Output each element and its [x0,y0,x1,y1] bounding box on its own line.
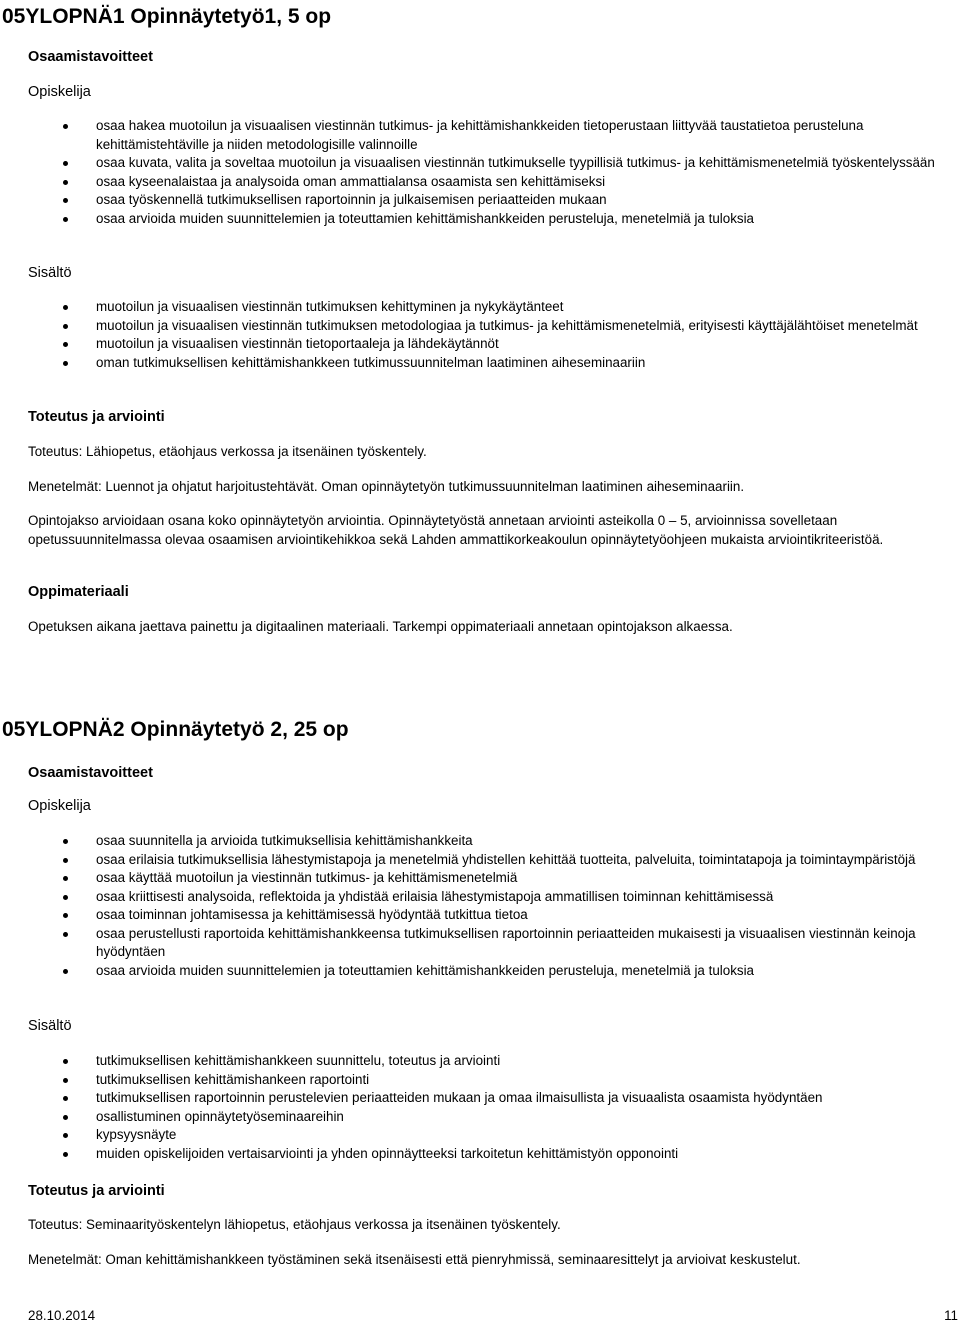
list-item: osaa työskennellä tutkimuksellisen raportoinnin ja julkaisemisen periaatteiden mukaan [0,191,960,210]
list-item: osaa toiminnan johtamisessa ja kehittämisessä hyödyntää tutkittua tietoa [0,906,960,925]
list-item: osallistuminen opinnäytetyöseminaareihin [0,1108,960,1127]
implementation-heading: Toteutus ja arviointi [28,409,165,425]
methods-text: Menetelmät: Oman kehittämishankkeen työstäminen sekä itsenäisesti että pienryhmissä, seminaaresittelyt ja arvioivat keskustelut. [28,1252,801,1267]
list-item: osaa kuvata, valita ja soveltaa muotoilun ja visuaalisen viestinnän tutkimukselle tyypillisiä tutkimus- ja kehittämismenetelmiä työskentelyssään [0,154,960,173]
page-number: 11 [944,1308,958,1323]
list-item: osaa suunnitella ja arvioida tutkimuksellisia kehittämishankkeita [0,832,960,851]
list-item: oman tutkimuksellisen kehittämishankkeen tutkimussuunnitelman laatiminen aiheseminaariin [0,354,960,373]
implementation-text: Toteutus: Seminaarityöskentelyn lähiopetus, etäohjaus verkossa ja itsenäinen työskentely. [28,1217,561,1232]
goals-list [0,117,960,228]
content-list [0,1052,960,1163]
list-item: muotoilun ja visuaalisen viestinnän tietoportaaleja ja lähdekäytännöt [0,335,960,354]
list-item: muiden opiskelijoiden vertaisarviointi ja yhden opinnäytteeksi tarkoitetun kehittämistyön opponointi [0,1145,960,1164]
list-item: osaa kriittisesti analysoida, reflektoida ja yhdistää erilaisia lähestymistapoja ammatillisen toiminnan kehittämisessä [0,888,960,907]
list-item: tutkimuksellisen kehittämishankeen raportointi [0,1071,960,1090]
list-item: osaa erilaisia tutkimuksellisia lähestymistapoja ja menetelmiä yhdistellen kehittää tuotteita, palveluita, toimintatapoja ja toimintaympäristöjä [0,851,960,870]
course-section-1 [0,0,960,634]
course-section-2 [0,716,960,1267]
list-item: osaa kyseenalaistaa ja analysoida oman ammattialansa osaamista sen kehittämiseksi [0,173,960,192]
footer-date: 28.10.2014 [28,1308,96,1323]
list-item: tutkimuksellisen raportoinnin perustelevien periaatteiden mukaan ja omaa ilmaisullista ja visuaalista osaamista hyödyntäen [0,1089,960,1108]
material-text: Opetuksen aikana jaettava painettu ja digitaalinen materiaali. Tarkempi oppimateriaali annetaan opintojakson alkaessa. [28,619,733,634]
course-title: 05YLOPNÄ1 Opinnäytetyö1, 5 op [2,5,332,28]
content-heading: Sisältö [28,265,72,281]
assessment-text: Opintojakso arvioidaan osana koko opinnäytetyön arviointia. Opinnäytetyöstä annetaan arviointi asteikolla 0 – 5, arvioinnissa sovelletaan opetussuunnitelmassa olevaa osaamisen arviointikehikkoa sekä Lahden ammattikorkeakoulun opinnäytetyöohjeen mukaista arviointikriteeristöä. [28,513,884,547]
list-item: osaa arvioida muiden suunnittelemien ja toteuttamien kehittämishankkeiden perusteluja, menetelmiä ja tuloksia [0,210,960,229]
content-heading: Sisältö [28,1018,72,1034]
list-item: osaa arvioida muiden suunnittelemien ja toteuttamien kehittämishankkeiden perusteluja, menetelmiä ja tuloksia [0,962,960,981]
goals-heading: Osaamistavoitteet [28,765,153,781]
material-heading: Oppimateriaali [28,584,129,600]
implementation-heading: Toteutus ja arviointi [28,1183,165,1199]
content-list [0,298,960,372]
course-title: 05YLOPNÄ2 Opinnäytetyö 2, 25 op [2,718,349,741]
list-item: tutkimuksellisen kehittämishankkeen suunnittelu, toteutus ja arviointi [0,1052,960,1071]
list-item: muotoilun ja visuaalisen viestinnän tutkimuksen kehittyminen ja nykykäytänteet [0,298,960,317]
list-item: kypsyysnäyte [0,1126,960,1145]
methods-text: Menetelmät: Luennot ja ohjatut harjoitustehtävät. Oman opinnäytetyön tutkimussuunnitelman laatiminen aiheseminaariin. [28,479,745,494]
list-item: muotoilun ja visuaalisen viestinnän tutkimuksen metodologiaa ja tutkimus- ja kehittämismenetelmiä, erityisesti käyttäjälähtöiset menetelmät [0,317,960,336]
student-label: Opiskelija [28,84,91,100]
list-item: osaa perustellusti raportoida kehittämishankkeensa tutkimuksellisen raportoinnin periaatteiden mukaisesti ja visuaalisen viestinnän keinoja hyödyntäen [0,925,960,962]
list-item: osaa käyttää muotoilun ja viestinnän tutkimus- ja kehittämismenetelmiä [0,869,960,888]
list-item: osaa hakea muotoilun ja visuaalisen viestinnän tutkimus- ja kehittämishankkeiden tietoperustaan liittyvää taustatietoa perusteluna kehittämistehtäville ja niiden metodologisille valinnoille [0,117,960,154]
implementation-text: Toteutus: Lähiopetus, etäohjaus verkossa ja itsenäinen työskentely. [28,444,427,459]
student-label: Opiskelija [28,798,91,814]
goals-heading: Osaamistavoitteet [28,49,153,65]
goals-list [0,832,960,980]
